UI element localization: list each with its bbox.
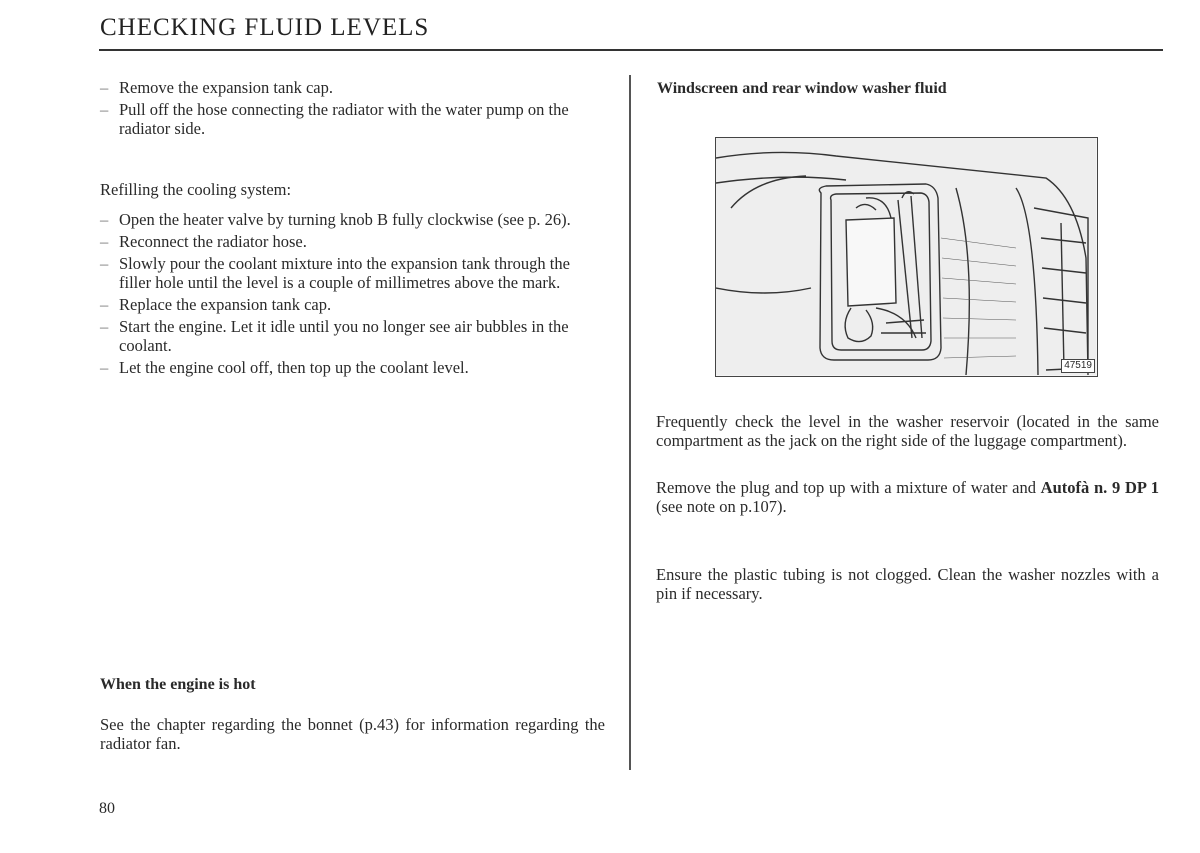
list-item: – Slowly pour the coolant mixture into the expansion tank through the filler hole until the level is a couple of millimetres above the mark. bbox=[100, 254, 605, 292]
list-item: – Start the engine. Let it idle until you no longer see air bubbles in the coolant. bbox=[100, 317, 605, 355]
refill-heading: Refilling the cooling system: bbox=[100, 180, 292, 199]
washer-check-paragraph: Frequently check the level in the washer reservoir (located in the same compartment as the jack on the right side of the luggage compartment). bbox=[656, 412, 1159, 450]
page-number: 80 bbox=[99, 800, 115, 817]
list-item: – Open the heater valve by turning knob B fully clockwise (see p. 26). bbox=[100, 210, 605, 229]
list-item: – Pull off the hose connecting the radiator with the water pump on the radiator side. bbox=[100, 100, 605, 138]
figure-code: 47519 bbox=[1061, 359, 1095, 373]
topup-text-end: (see note on p.107). bbox=[656, 497, 787, 516]
topup-text-start: Remove the plug and top up with a mixture of water and bbox=[656, 478, 1041, 497]
refill-steps-list bbox=[100, 210, 605, 380]
page-title: CHECKING FLUID LEVELS bbox=[100, 14, 430, 41]
washer-tubing-paragraph: Ensure the plastic tubing is not clogged. Clean the washer nozzles with a pin if necessary. bbox=[656, 565, 1159, 603]
washer-reservoir-illustration bbox=[715, 137, 1098, 377]
engine-hot-text: See the chapter regarding the bonnet (p.43) for information regarding the radiator fan. bbox=[100, 715, 605, 753]
drain-steps-list bbox=[100, 78, 605, 141]
washer-fluid-product: Autofà n. 9 DP 1 bbox=[1040, 478, 1160, 497]
washer-fluid-heading: Windscreen and rear window washer fluid bbox=[657, 80, 947, 97]
list-item: – Remove the expansion tank cap. bbox=[100, 78, 605, 97]
list-item: – Replace the expansion tank cap. bbox=[100, 295, 605, 314]
list-item: – Reconnect the radiator hose. bbox=[100, 232, 605, 251]
column-divider bbox=[629, 75, 631, 770]
list-item: – Let the engine cool off, then top up the coolant level. bbox=[100, 358, 605, 377]
luggage-compartment-drawing bbox=[716, 138, 1096, 375]
washer-topup-paragraph bbox=[656, 478, 1159, 516]
engine-hot-heading: When the engine is hot bbox=[100, 676, 256, 693]
title-rule bbox=[99, 49, 1163, 51]
